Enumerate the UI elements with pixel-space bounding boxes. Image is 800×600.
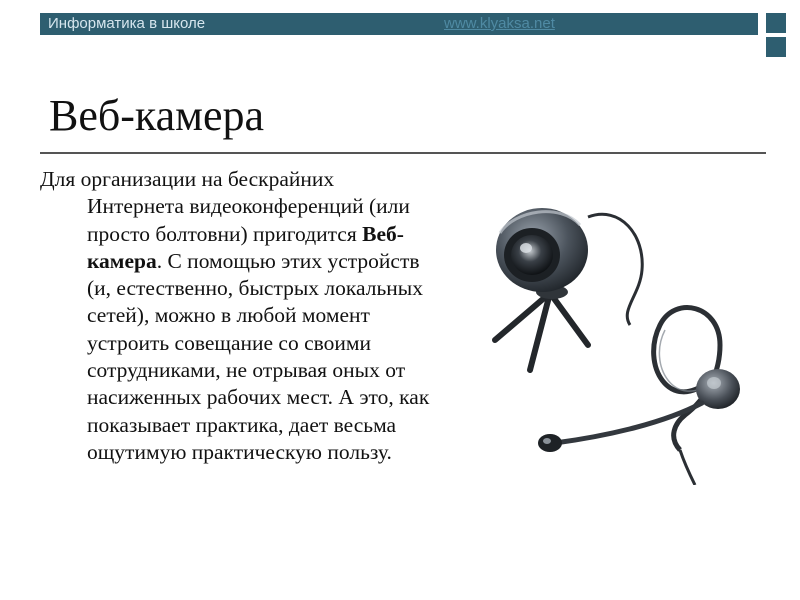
body-continuation bbox=[40, 193, 440, 466]
body-bold-term: Веб-камера bbox=[87, 221, 404, 273]
site-link[interactable]: www.klyaksa.net bbox=[444, 15, 555, 32]
slide-body bbox=[40, 166, 440, 466]
body-part-1: Интернета видеоконференций (или просто болтовни) пригодится bbox=[87, 194, 410, 246]
header-square-bottom bbox=[766, 37, 786, 57]
webcam-image bbox=[470, 175, 770, 485]
slide-title: Веб-камера bbox=[49, 91, 265, 140]
header-square-top bbox=[766, 13, 786, 33]
title-divider bbox=[40, 152, 766, 154]
body-part-2: . С помощью этих устройств (и, естественно, быстрых локальных сетей), можно в любой момент устроить совещание со своими сотрудниками, не отрывая оных от насиженных рабочих мест. А это, как показывает практика, дает весьма ощутимую практическую пользу. bbox=[87, 248, 430, 464]
site-name: Информатика в школе bbox=[48, 15, 206, 32]
header-bar bbox=[40, 13, 758, 35]
body-first-line: Для организации на бескрайних bbox=[40, 167, 335, 191]
